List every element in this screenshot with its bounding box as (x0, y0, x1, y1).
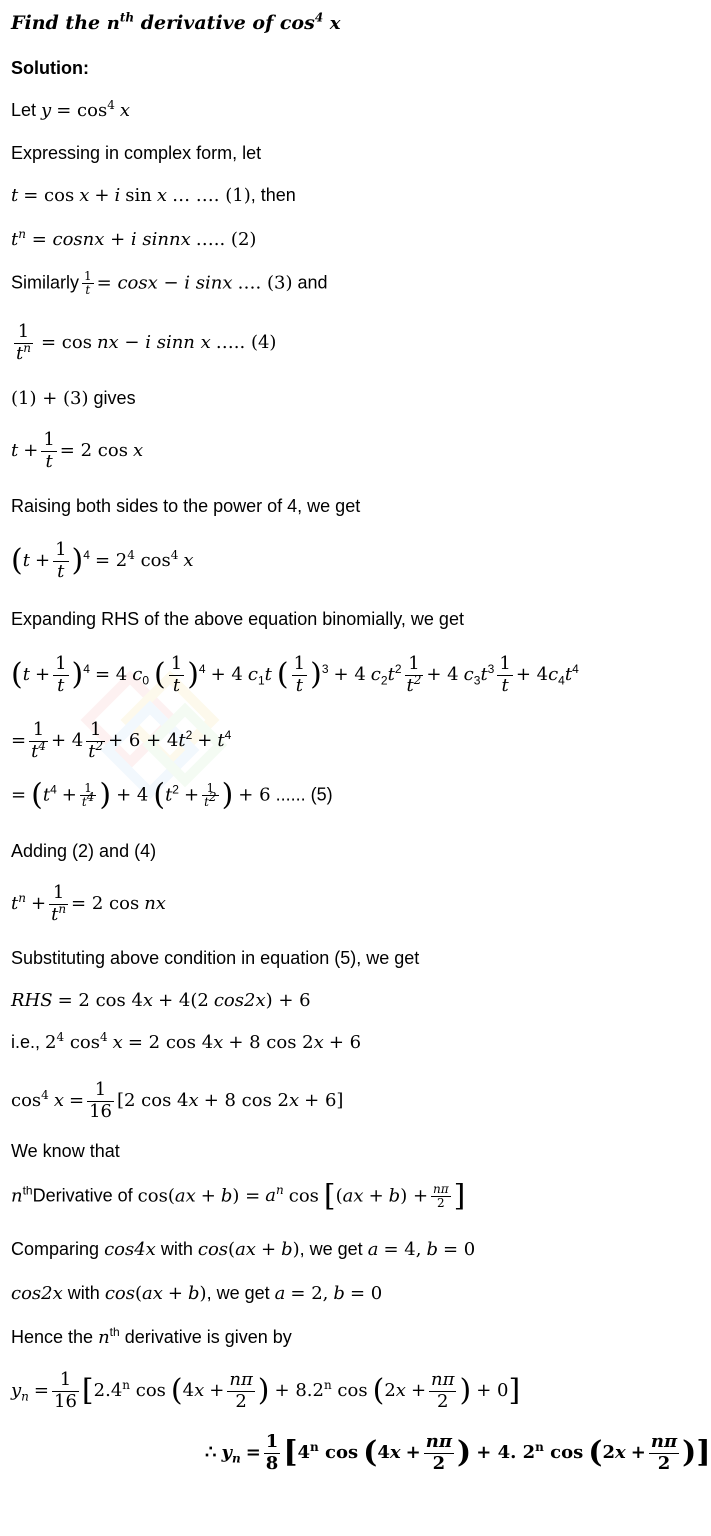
equation-2: $t^n$ = cosnx + i sinnx ….. (2) (11, 227, 257, 250)
equation-yn: $y_n$ = $\frac{1}{16}$ [2.4$^n$ cos (4x + $\frac{n\pi}{2}$ ) + $8.2^n$ cos (2x + $\frac{n\pi}{2}$ ) + 0] (11, 1369, 521, 1412)
equation-3: Similarly $\frac{1}{t}$ = cosx − i sinx …. (3) and (11, 269, 328, 298)
line-raising: Raising both sides to the power of 4, we get (11, 496, 361, 516)
final-answer: ∴ $y_n$ = $\frac{1}{8}$ [4$^n$ cos (4x + $\frac{n\pi}{2}$ ) + 4. 2$^n$ cos (2x + $\frac{n\pi}{2}$ )] (205, 1431, 711, 1474)
line-comparing-cos2x: cos2x with cos(ax + b), we get a = 2, b = 0 (11, 1283, 383, 1304)
equation-ie: i.e., $2^4$ $\cos^4 x = 2$ cos 4x + 8 cos 2x + 6 (11, 1030, 362, 1053)
equation-5: = ($t^4$ + $\frac{1}{t^4}$ ) + 4 ($t^2$ + $\frac{1}{t^2}$ ) + 6 ...... (5) (11, 777, 333, 813)
line-expanding: Expanding RHS of the above equation binomially, we get (11, 609, 464, 629)
equation-1: t = cos x + i sin x … …. (1), then (11, 185, 296, 206)
line-1-plus-3: (1) + (3) gives (11, 388, 136, 409)
line-complex-form: Expressing in complex form, let (11, 143, 262, 163)
equation-rhs: RHS = 2 cos 4x + 4(2 cos2x) + 6 (11, 990, 311, 1011)
page-title: Find the $n^{th}$ derivative of $\cos^4 x$ (11, 10, 341, 34)
equation-expanded-terms: = $\frac{1}{t^4}$ + 4 $\frac{1}{t^2}$ + $6 + 4t^2 + t^4$ (11, 719, 232, 762)
line-hence: Hence the $n^{th}$ derivative is given by (11, 1325, 292, 1348)
equation-binomial: (t + $\frac{1}{t}$ )$^4$ = 4 $c_0$ ( $\frac{1}{t}$ )$^4$ + 4 $c_1t$ ( $\frac{1}{t}$ )$^3$ + 4 $c_2t^2$ $\frac{1}{t^2}$ + 4 $c_3t^3$ $\frac{1}{t}$ + $4c_4t^4$ (11, 653, 579, 696)
line-comparing-cos4x: Comparing cos4x with cos(ax + b), we get a = 4, b = 0 (11, 1239, 476, 1260)
line-let-y: Let $y = \cos^4 x$ (11, 98, 131, 121)
equation-tn-plus-inverse: $t^n$ + $\frac{1}{t^n}$ = 2 cos nx (11, 882, 166, 925)
line-substituting: Substituting above condition in equation (5), we get (11, 948, 420, 968)
equation-cos4-result: $\cos^4 x$ = $\frac{1}{16}$ [2 cos 4x + 8 cos 2x + 6] (11, 1079, 344, 1122)
equation-derivative-formula: $n^{th}Derivative$ of $\cos(ax + b) = a^n$ cos [(ax + b) + $\frac{n\pi}{2}$ ] (11, 1178, 466, 1214)
line-adding: Adding (2) and (4) (11, 841, 157, 861)
line-we-know: We know that (11, 1141, 120, 1161)
equation-t-plus-inverse: t + $\frac{1}{t}$ = 2 cos x (11, 429, 144, 472)
solution-label: Solution: (11, 58, 89, 78)
equation-power-4: (t + $\frac{1}{t}$ )$^4 = 2^4$ $\cos^4 x$ (11, 539, 194, 582)
equation-4: $\frac{1}{t^n}$ = cos nx − i sinn x ….. (4) (16, 321, 277, 364)
